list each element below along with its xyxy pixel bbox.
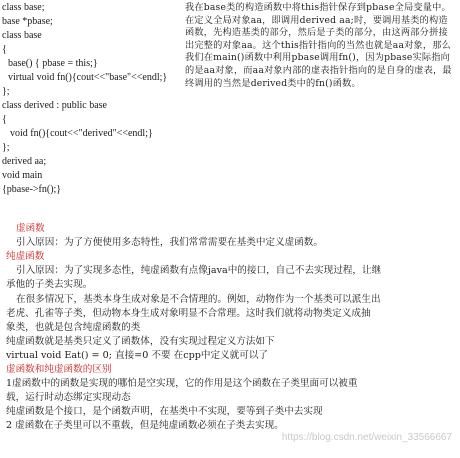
paragraph: 象类，也就是包含纯虚函数的类	[6, 322, 141, 333]
code-line: {	[2, 44, 7, 55]
paragraph: 引入原因：为了实现多态性，纯虚函数有点像java中的接口，自己不去实现过程，让继	[16, 265, 382, 276]
paragraph: 载，运行时动态绑定实现动态	[6, 392, 131, 403]
paragraph: 纯虚函数就是基类只定义了函数体，没有实现过程定义方法如下	[6, 336, 275, 347]
paragraph: 引入原因：为了方便使用多态特性，我们常常需要在基类中定义虚函数。	[16, 237, 323, 248]
code-line: derived aa;	[2, 156, 47, 167]
explanation-note: 我在base类的构造函数中将this指针保存到pbase全局变量中。在定义全局对象aa，即调用derived aa;时，要调用基类的构造函数，先构造基类的部分，然后是子类的部分，由这两部分拼接出完整的对象aa。这个this指针指向的当然也就是aa对象，那么我们在main()函数中利用pbase调用fn()，因为pbase实际指向的是aa对象，而aa对象内部的虚表指针指向的是自身的虚表，最终调用的当然是derived类中的fn()函数。	[185, 2, 452, 89]
heading-virtual-function: 虚函数	[16, 223, 45, 234]
code-snippet: virtual void Eat() = 0; 直接=0 不要 在cpp中定义就可以了	[6, 350, 269, 361]
paragraph: 在很多情况下，基类本身生成对象是不合情理的。例如，动物作为一个基类可以派生出	[16, 294, 381, 305]
paragraph: 承他的子类去实现。	[6, 279, 93, 290]
code-line: class base;	[2, 2, 45, 13]
code-line: class base	[2, 30, 42, 41]
code-line: };	[2, 86, 10, 97]
code-line: void main	[2, 170, 43, 181]
code-line: {	[2, 114, 7, 125]
code-line: virtual void fn(){cout<<"base"<<endl;}	[8, 72, 168, 83]
code-line: base() { pbase = this;}	[8, 58, 98, 69]
code-line: void fn(){cout<<"derived"<<endl;}	[10, 128, 153, 139]
heading-pure-virtual-function: 纯虚函数	[6, 251, 45, 262]
code-line: base *pbase;	[2, 16, 53, 27]
code-line: class derived : public base	[2, 100, 107, 111]
code-line: {pbase->fn();}	[2, 184, 62, 195]
heading-difference: 虚函数和纯虚函数的区别	[6, 364, 112, 375]
watermark: https://blog.csdn.net/weixin_33566667	[281, 432, 452, 443]
paragraph: 1虚函数中的函数是实现的哪怕是空实现，它的作用是这个函数在子类里面可以被重	[6, 378, 358, 389]
paragraph: 2 虚函数在子类里可以不重载，但是纯虚函数必须在子类去实现。	[6, 420, 284, 431]
code-line: };	[2, 142, 10, 153]
paragraph: 纯虚函数是个接口，是个函数声明，在基类中不实现，要等到子类中去实现	[6, 406, 323, 417]
paragraph: 老虎、孔雀等子类，但动物本身生成对象明显不合常理。这时我们就将动物类定义成抽	[6, 308, 371, 319]
